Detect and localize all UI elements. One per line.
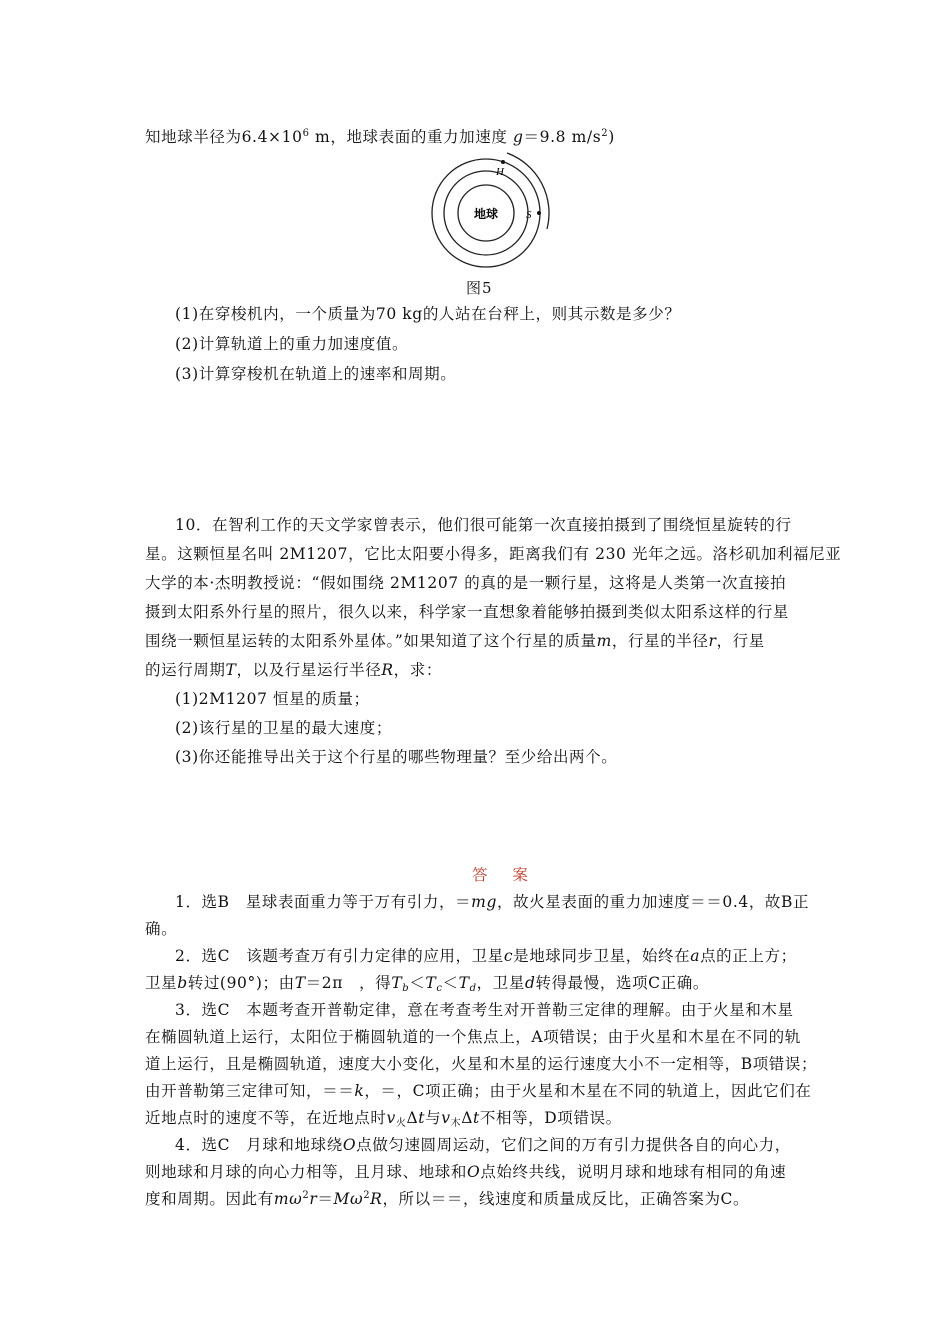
orbit-diagram: [425, 150, 555, 275]
subscript: 木: [450, 1118, 462, 1129]
answer-3-line-4: [145, 1081, 810, 1101]
answer-text: 转过(90°)；由: [187, 974, 295, 992]
symbol-R: R: [381, 661, 394, 679]
symbol-mg: mg: [471, 893, 497, 911]
symbol-v: v: [386, 1109, 396, 1127]
answer-text: ，卫星: [476, 974, 525, 992]
answer-3-line-5: [145, 1108, 810, 1128]
answer-text: Δ: [406, 1109, 419, 1127]
symbol-R: R: [370, 1190, 383, 1208]
answer-text: 4．选C 月球和地球绕: [175, 1136, 343, 1154]
symbol-d: d: [524, 974, 536, 992]
intro-text: m，地球表面的重力加速度: [309, 128, 513, 146]
answer-text: 2．选C 该题考查万有引力定律的应用，卫星: [175, 947, 504, 965]
answer-text: ＜: [409, 974, 426, 992]
exponent: 2: [601, 128, 609, 139]
answers-title: 答 案: [472, 866, 538, 884]
q10-text: ，行星的半径: [611, 632, 709, 650]
answer-text: ，所以＝＝，线速度和质量成反比，正确答案为C。: [382, 1190, 750, 1208]
answer-2-line-2: [145, 973, 810, 993]
answer-4-line-1: [175, 1135, 810, 1155]
symbol-T: T: [391, 974, 403, 992]
q9-subquestion-1: (1)在穿梭机内，一个质量为70 kg的人站在台秤上，则其示数是多少？: [175, 305, 681, 323]
answer-text: 由开普勒第三定律可知，＝＝: [145, 1082, 355, 1100]
q10-subquestion-1: (1)2M1207 恒星的质量；: [175, 690, 370, 708]
q10-text: ，求：: [393, 661, 442, 679]
answer-2-line-1: [175, 946, 810, 966]
symbol-M: M: [333, 1190, 350, 1208]
subscript: 火: [395, 1118, 407, 1129]
q10-line-2: 星。这颗恒星名叫 2M1207，它比太阳要小得多，距离我们有 230 光年之远。洛杉矶加利福尼亚: [145, 545, 842, 563]
symbol-t: t: [418, 1109, 426, 1127]
answer-text: 点始终共线，说明月球和地球有相同的角速: [480, 1163, 787, 1181]
symbol-T: T: [225, 661, 237, 679]
answer-text: 点的正上方；: [700, 947, 797, 965]
symbol-r: r: [309, 1190, 318, 1208]
answer-text: Δ: [461, 1109, 473, 1127]
point-s: [537, 211, 541, 215]
q10-line-5: [145, 631, 810, 651]
q10-text: 的运行周期: [145, 661, 226, 679]
point-h: [501, 160, 505, 164]
answer-text: 度和周期。因此有: [145, 1190, 274, 1208]
answer-1-line-2: 确。: [145, 920, 178, 938]
q10-line-1: 10．在智利工作的天文学家曾表示，他们很可能第一次直接拍摄到了围绕恒星旋转的行: [175, 516, 792, 534]
symbol-T: T: [294, 974, 306, 992]
q10-line-6: [145, 660, 810, 680]
answer-4-line-3: [145, 1189, 810, 1209]
intro-text: 知地球半径为6.4×10: [145, 128, 303, 146]
q10-text: ，行星: [716, 632, 765, 650]
symbol-omega: ω: [289, 1190, 303, 1208]
answer-text: ，故火星表面的重力加速度＝＝0.4，故B正: [496, 893, 810, 911]
earth-label: 地球: [473, 207, 499, 221]
q10-subquestion-3: (3)你还能推导出关于这个行星的哪些物理量？至少给出两个。: [175, 748, 618, 766]
q10-text: ，以及行星运行半径: [236, 661, 382, 679]
answer-4-line-2: [145, 1162, 810, 1182]
symbol-omega: ω: [349, 1190, 364, 1208]
symbol-b: b: [177, 974, 188, 992]
q10-subquestion-2: (2)该行星的卫星的最大速度；: [175, 719, 392, 737]
exponent: 2: [363, 1190, 371, 1201]
symbol-T: T: [458, 974, 470, 992]
symbol-k: k: [354, 1082, 365, 1100]
exponent: 2: [302, 1190, 310, 1201]
symbol-v: v: [441, 1109, 451, 1127]
answer-text: ＝: [317, 1190, 334, 1208]
subscript: c: [436, 983, 443, 994]
subscript: d: [469, 983, 477, 994]
answer-text: ，＝，C项正确；由于火星和木星在不同的轨道上，因此它们在: [364, 1082, 812, 1100]
label-h: H: [496, 166, 504, 178]
subscript: b: [402, 983, 410, 994]
answer-3-line-2: 在椭圆轨道上运行，太阳位于椭圆轨道的一个焦点上，A项错误；由于火星和木星在不同的轨: [145, 1028, 801, 1046]
q10-text: 围绕一颗恒星运转的太阳系外星体。”如果知道了这个行星的质量: [145, 632, 597, 650]
symbol-c: c: [503, 947, 514, 965]
symbol-O: O: [467, 1163, 481, 1181]
answer-text: 则地球和月球的向心力相等，且月球、地球和: [145, 1163, 468, 1181]
answer-3-line-1: 3．选C 本题考查开普勒定律，意在考查考生对开普勒三定律的理解。由于火星和木星: [175, 1001, 794, 1019]
figure-caption: 图5: [466, 279, 493, 297]
intro-text: ＝9.8 m/s: [523, 128, 602, 146]
answer-text: ＜: [442, 974, 459, 992]
answer-1-line-1: [175, 892, 810, 912]
label-s: S: [526, 209, 532, 221]
q9-subquestion-2: (2)计算轨道上的重力加速度值。: [175, 335, 409, 353]
answer-text: 卫星: [145, 974, 178, 992]
symbol-r: r: [708, 632, 717, 650]
intro-text: ): [608, 128, 615, 146]
answer-text: 1．选B 星球表面重力等于万有引力，＝: [175, 893, 472, 911]
symbol-g: g: [512, 128, 524, 146]
symbol-a: a: [690, 947, 701, 965]
symbol-m: m: [596, 632, 612, 650]
q10-line-3: 大学的本·杰明教授说：“假如围绕 2M1207 的真的是一颗行星，这将是人类第一次直接拍: [145, 574, 787, 592]
answer-text: 与: [425, 1109, 442, 1127]
symbol-m: m: [273, 1190, 290, 1208]
q9-subquestion-3: (3)计算穿梭机在轨道上的速率和周期。: [175, 365, 457, 383]
answer-text: 不相等，D项错误。: [479, 1109, 622, 1127]
q10-line-4: 摄到太阳系外行星的照片，很久以来，科学家一直想象着能够拍摄到类似太阳系这样的行星: [145, 603, 790, 621]
answer-text: ＝2π ，得: [305, 974, 392, 992]
answer-3-line-3: 道上运行，且是椭圆轨道，速度大小变化，火星和木星的运行速度大小不一定相等，B项错误；: [145, 1055, 818, 1073]
symbol-T: T: [425, 974, 437, 992]
exponent: 6: [302, 128, 310, 139]
answer-text: 点做匀速圆周运动，它们之间的万有引力提供各自的向心力，: [356, 1136, 791, 1154]
symbol-O: O: [342, 1136, 357, 1154]
symbol-t: t: [473, 1109, 480, 1127]
answer-text: 是地球同步卫星，始终在: [513, 947, 691, 965]
answer-text: 转得最慢，选项C正确。: [535, 974, 709, 992]
intro-line: [145, 127, 810, 147]
answer-text: 近地点时的速度不等，在近地点时: [145, 1109, 387, 1127]
